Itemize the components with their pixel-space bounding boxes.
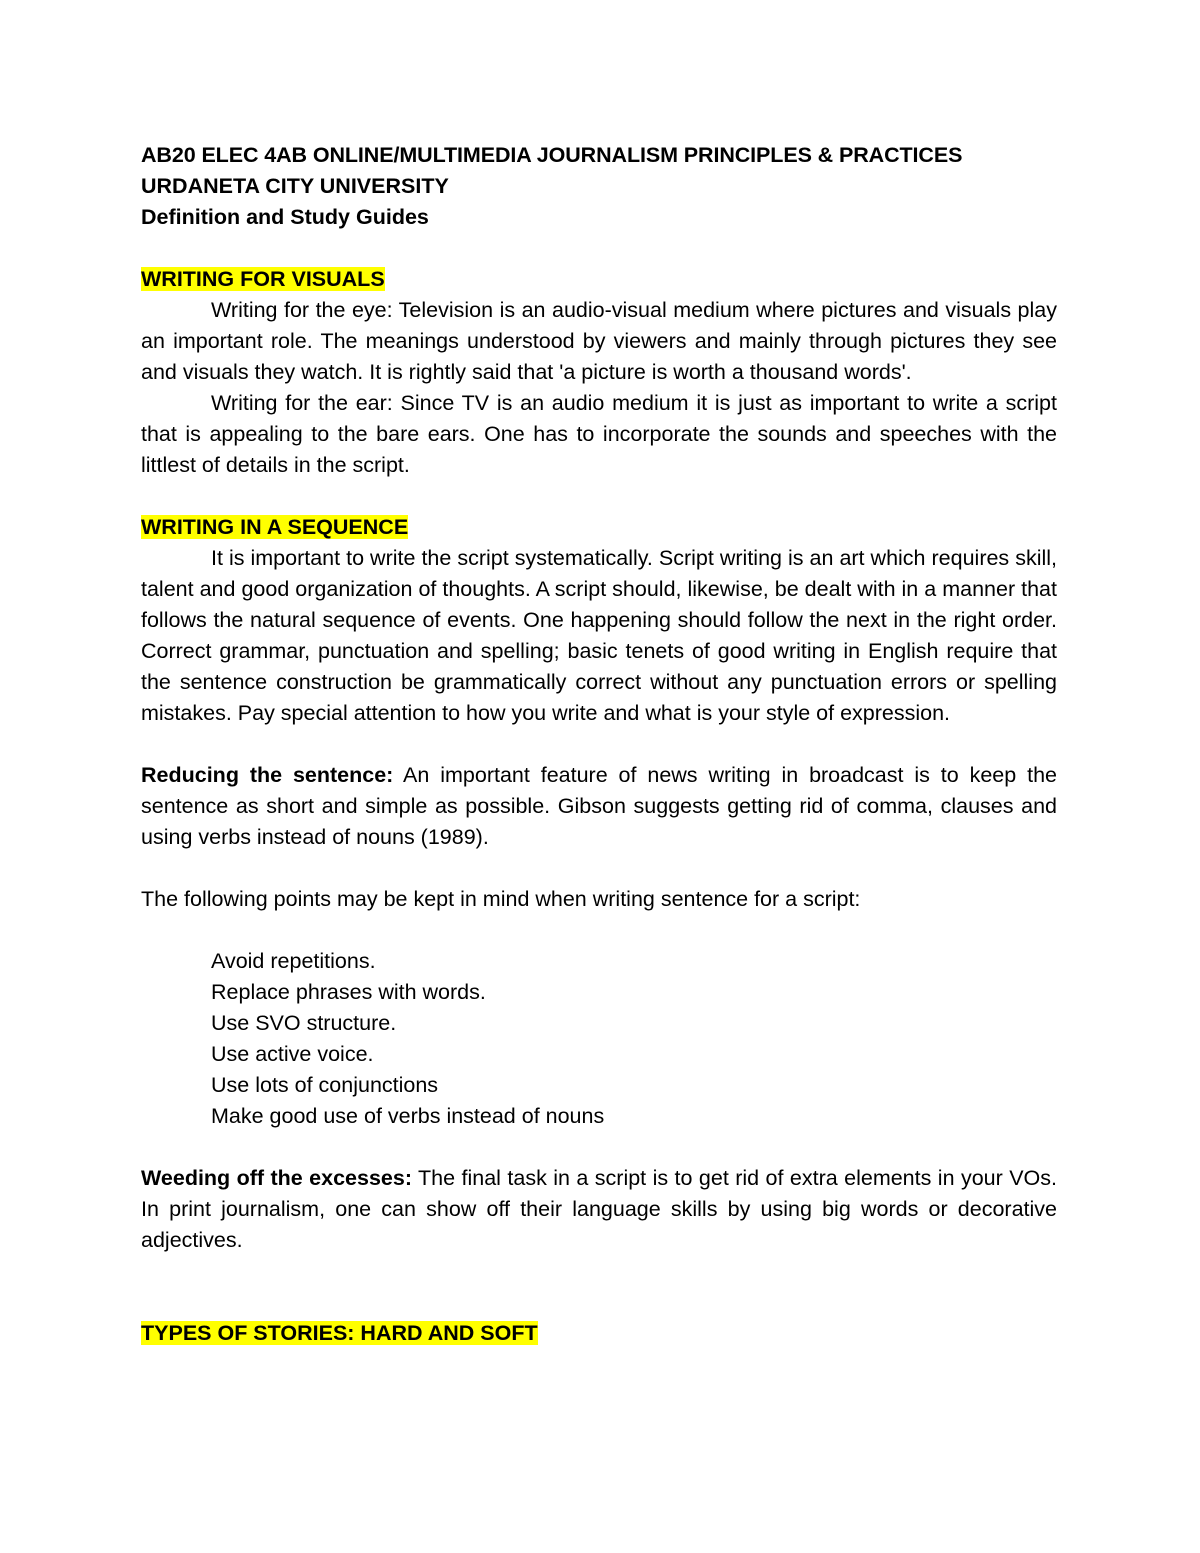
document-subtitle: Definition and Study Guides — [141, 205, 429, 229]
paragraph-reducing-sentence — [141, 760, 1057, 853]
section-heading-sequence — [141, 512, 1057, 543]
list-item: Use active voice. — [211, 1042, 374, 1066]
weeding-text: The final task in a script is to get rid of extra elements in your VOs. In print journalism, one can show off their language skills by using big words or decorative adjectives. — [141, 1166, 1057, 1252]
list-item: Use SVO structure. — [211, 1011, 397, 1035]
spacer — [141, 233, 1057, 264]
list-item: Make good use of verbs instead of nouns — [211, 1104, 605, 1128]
spacer — [141, 853, 1057, 884]
highlighted-heading-text: WRITING FOR VISUALS — [141, 267, 385, 291]
highlighted-heading-text: WRITING IN A SEQUENCE — [141, 515, 409, 539]
highlighted-heading-text: TYPES OF STORIES: HARD AND SOFT — [141, 1321, 538, 1345]
reducing-lead: Reducing the sentence: — [141, 763, 394, 787]
section-heading-visuals — [141, 264, 1057, 295]
spacer — [141, 729, 1057, 760]
university-name: URDANETA CITY UNIVERSITY — [141, 174, 449, 198]
paragraph-writing-for-eye: Writing for the eye: Television is an audio-visual medium where pictures and visuals play an important role. The meanings understood by viewers and mainly through pictures they see and visuals they watch. It is rightly said that 'a picture is worth a thousand words'. — [141, 298, 1057, 384]
list-item: Avoid repetitions. — [211, 949, 376, 973]
list-item: Use lots of conjunctions — [211, 1073, 439, 1097]
points-intro: The following points may be kept in mind when writing sentence for a script: — [141, 887, 861, 911]
spacer — [141, 1256, 1057, 1318]
spacer — [141, 481, 1057, 512]
section-heading-stories — [141, 1318, 1057, 1349]
list-item: Replace phrases with words. — [211, 980, 486, 1004]
spacer — [141, 1132, 1057, 1163]
paragraph-sequence: It is important to write the script systematically. Script writing is an art which requires skill, talent and good organization of thoughts. A script should, likewise, be dealt with in a manner that follows the natural sequence of events. One happening should follow the next in the right order. Correct grammar, punctuation and spelling; basic tenets of good writing in English require that the sentence construction be grammatically correct without any punctuation errors or spelling mistakes. Pay special attention to how you write and what is your style of expression. — [141, 546, 1057, 725]
course-title: AB20 ELEC 4AB ONLINE/MULTIMEDIA JOURNALISM PRINCIPLES & PRACTICES — [141, 143, 963, 167]
spacer — [141, 915, 1057, 946]
document-page — [141, 140, 1057, 1349]
points-list — [141, 946, 1057, 1132]
reducing-text: An important feature of news writing in broadcast is to keep the sentence as short and simple as possible. Gibson suggests getting rid of comma, clauses and using verbs instead of nouns (1989). — [141, 763, 1057, 849]
paragraph-writing-for-ear: Writing for the ear: Since TV is an audio medium it is just as important to write a script that is appealing to the bare ears. One has to incorporate the sounds and speeches with the littlest of details in the script. — [141, 391, 1057, 477]
paragraph-weeding-excesses — [141, 1163, 1057, 1256]
weeding-lead: Weeding off the excesses: — [141, 1166, 412, 1190]
